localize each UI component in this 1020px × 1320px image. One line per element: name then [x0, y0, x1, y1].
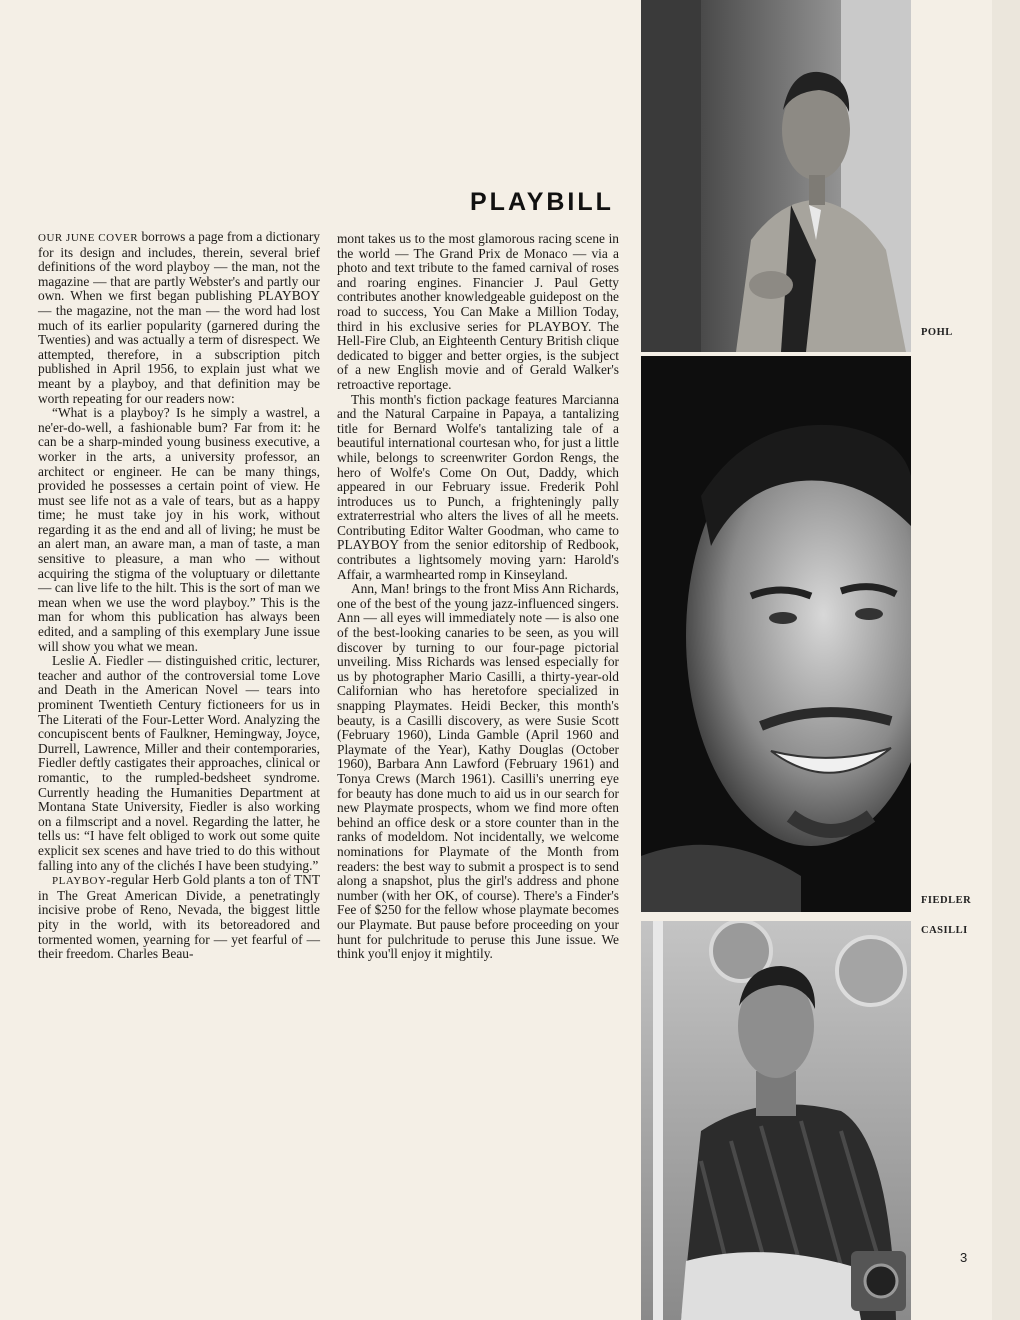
paragraph-fiction: This month's fiction package features Marcianna and the Natural Carpaine in Papaya, a tantalizing title for Bernard Wolfe's tantalizing tale of a beautiful international courtesan who, for just a little while, belongs to screenwriter Gordon Rengs, the hero of Wolfe's Come On Out, Daddy, which appeared in our February issue. Frederik Pohl introduces us to Punch, a frighteningly pally extraterrestrial who alters the lives of all he meets. Contributing Editor Walter Goodman, who came to PLAYBOY from the senior editorship of Redbook, contributes a lightsomely moving yarn: Harold's Affair, a warmhearted romp in Kinseyland. [337, 391, 619, 582]
paragraph-ann-man: Ann, Man! brings to the front Miss Ann Richards, one of the best of the young jazz-influenced singers. Ann — all eyes will immediately note — is also one of the best-looking canaries to be seen, as you will discover by turning to our four-page pictorial unveiling. Miss Richards was lensed especially for us by photographer Mario Casilli, a thirty-year-old Californian who has heretofore specialized in snapping Playmates. Heidi Becker, this month's beauty, is a Casilli discovery, as were Susie Scott (February 1960), Linda Gamble (April 1960 and Playmate of the Year), Kathy Douglas (October 1960), Barbara Ann Lawford (February 1961) and Tonya Crews (March 1961). Casilli's unerring eye for beauty has done much to aid us in our search for new Playmate prospects, whom we find more often behind an office desk or a store counter than in the ranks of modeldom. Not incidentally, we welcome nominations for Playmate of the Month from readers: the best way to submit a prospect is to send along a snapshot, plus the girl's address and phone number (with her OK, of course). There's a Finder's Fee of $250 for the fellow whose playmate becomes our Playmate. But pause before proceeding on your hunt for pulchritude to peruse this June issue. We think you'll enjoy it mightily. [337, 581, 619, 962]
lead-in: OUR JUNE COVER [38, 232, 139, 244]
text-column-right [337, 232, 619, 962]
paragraph-text: -regular Herb Gold plants a ton of TNT in The Great American Divide, a penetratingly incisive probe of Reno, Nevada, the biggest little pity in the world, with its betoreadored and tormented women, yearning for — yet fearful of — their freedom. Charles Beau- [38, 872, 320, 962]
page-title: PLAYBILL [470, 188, 614, 216]
paragraph-gold [38, 873, 320, 962]
paragraph-beaumont: mont takes us to the most glamorous racing scene in the world — The Grand Prix de Monaco — via a photo and text tribute to the famed carnival of roses and roaring engines. Financier J. Paul Getty contributes another knowledgeable guidepost on the road to success, You Can Make a Million Today, third in his exclusive series for PLAYBOY. The Hell-Fire Club, an Eighteenth Century British clique dedicated to bigger and better orgies, is the subject of a new English movie and of Gerald Walker's retroactive reportage. [337, 231, 619, 392]
page-edge [992, 0, 1020, 1320]
caption-pohl: POHL [921, 327, 953, 338]
caption-fiedler: FIEDLER [921, 895, 972, 906]
paragraph-definition: “What is a playboy? Is he simply a wastrel, a ne'er-do-well, a fashionable bum? Far from it: he can be a sharp-minded young business executive, a worker in the arts, a university professor, an architect or engineer. He can be many things, provided he possesses a certain point of view. He must see life not as a vale of tears, but as a happy time; he must take joy in his work, without regarding it as the end and all of living; he must be an alert man, an aware man, a man of taste, a man sensitive to pleasure, a man who — without acquiring the stigma of the voluptuary or dilettante — can live life to the hilt. This is the sort of man we mean when we use the word playboy.” This is the man for whom this publication has always been edited, and a sampling of this exemplary June issue will show you what we mean. [38, 405, 320, 654]
paragraph-text: borrows a page from a dictionary for its design and includes, therein, several brief definitions of the word playboy — the man, not the magazine — that are partly Webster's and partly our own. When we first began publishing PLAYBOY — the magazine, not the man — the word had lost much of its earlier popularity (garnered during the Twenties) and was actually a term of disrespect. We attempted, therefore, in a subscription pitch published in April 1956, to explain just what we meant by a playboy, and that definition may be worth repeating for our readers now: [38, 229, 320, 406]
lead-in: PLAYBOY [52, 875, 107, 888]
paragraph-fiedler: Leslie A. Fiedler — distinguished critic, lecturer, teacher and author of the controversial tome Love and Death in the American Novel — tears into prominent Twentieth Century fictioneers for us in The Literati of the Four-Letter Word. Analyzing the concupiscent bents of Faulkner, Hemingway, Joyce, Durrell, Lawrence, Miller and their contemporaries, Fiedler deftly castigates their approaches, clinical or romantic, to the rumpled-bedsheet syndrome. Currently heading the Humanities Department at Montana State University, Fiedler is also working on a filmscript and a novel. Regarding the latter, he tells us: “I have felt obliged to work out some quite explicit sex scenes and have tried to do this without falling into any of the clichés I have been studying.” [38, 653, 320, 873]
photo-fiedler-image [641, 356, 911, 912]
photo-fiedler [641, 356, 911, 912]
photo-pohl [641, 0, 911, 352]
photo-pohl-image [641, 0, 911, 352]
photo-casilli-image [641, 921, 911, 1320]
photo-casilli [641, 921, 911, 1320]
page-number: 3 [960, 1250, 968, 1265]
caption-casilli: CASILLI [921, 925, 968, 936]
paragraph-cover [38, 230, 320, 406]
text-column-left [38, 230, 320, 962]
